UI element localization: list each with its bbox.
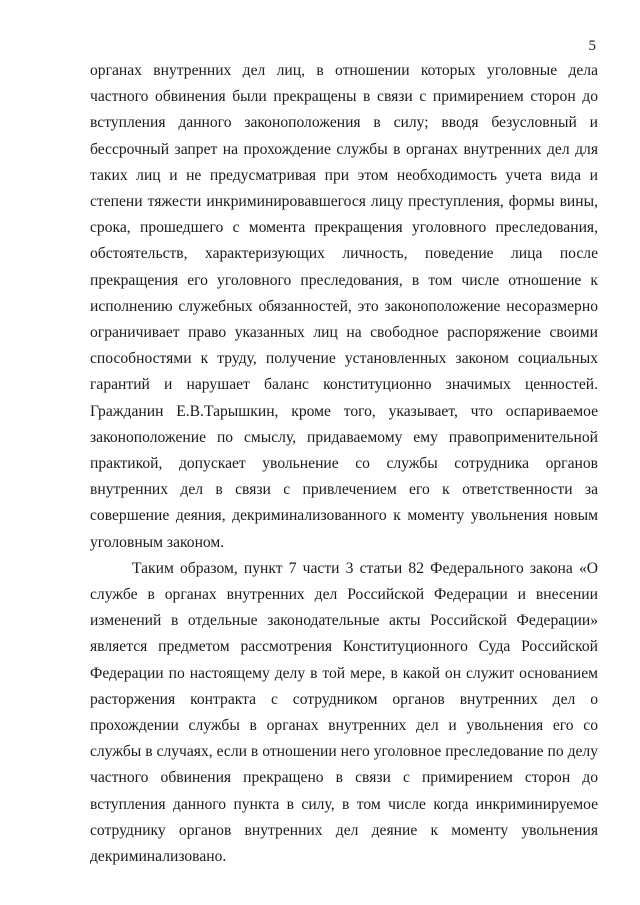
body-text xyxy=(90,58,598,870)
page-number: 5 xyxy=(588,38,596,54)
paragraph-continuation: органах внутренних дел лиц, в отношении которых уголовные дела частного обвинения были прекращены в связи с примирением сторон до вступления данного законоположения в силу; вводя безусловный и бессрочный запрет на прохождение службы в органах внутренних дел для таких лиц и не предусматривая при этом необходимость учета вида и степени тяжести инкриминировавшегося лицу преступления, формы вины, срока, прошедшего с момента прекращения уголовного преследования, обстоятельств, характеризующих личность, поведение лица после прекращения его уголовного преследования, в том числе отношение к исполнению служебных обязанностей, это законоположение несоразмерно ограничивает право указанных лиц на свободное распоряжение своими способностями к труду, получение установленных законом социальных гарантий и нарушает баланс конституционно значимых ценностей. Гражданин Е.В.Тарышкин, кроме того, указывает, что оспариваемое законоположение по смыслу, придаваемому ему правоприменительной практикой, допускает увольнение со службы сотрудника органов внутренних дел в связи с привлечением его к ответственности за совершение деяния, декриминализованного к моменту увольнения новым уголовным законом. xyxy=(90,62,598,551)
paragraph-conclusion: Таким образом, пункт 7 части 3 статьи 82 Федерального закона «О службе в органах внутренних дел Российской Федерации и внесении изменений в отдельные законодательные акты Российской Федерации» является предметом рассмотрения Конституционного Суда Российской Федерации по настоящему делу в той мере, в какой он служит основанием расторжения контракта с сотрудником органов внутренних дел о прохождении службы в органах внутренних дел и увольнения его со службы в случаях, если в отношении него уголовное преследование по делу частного обвинения прекращено в связи с примирением сторон до вступления данного пункта в силу, в том числе когда инкриминируемое сотруднику органов внутренних дел деяние к моменту увольнения декриминализовано. xyxy=(90,559,598,866)
